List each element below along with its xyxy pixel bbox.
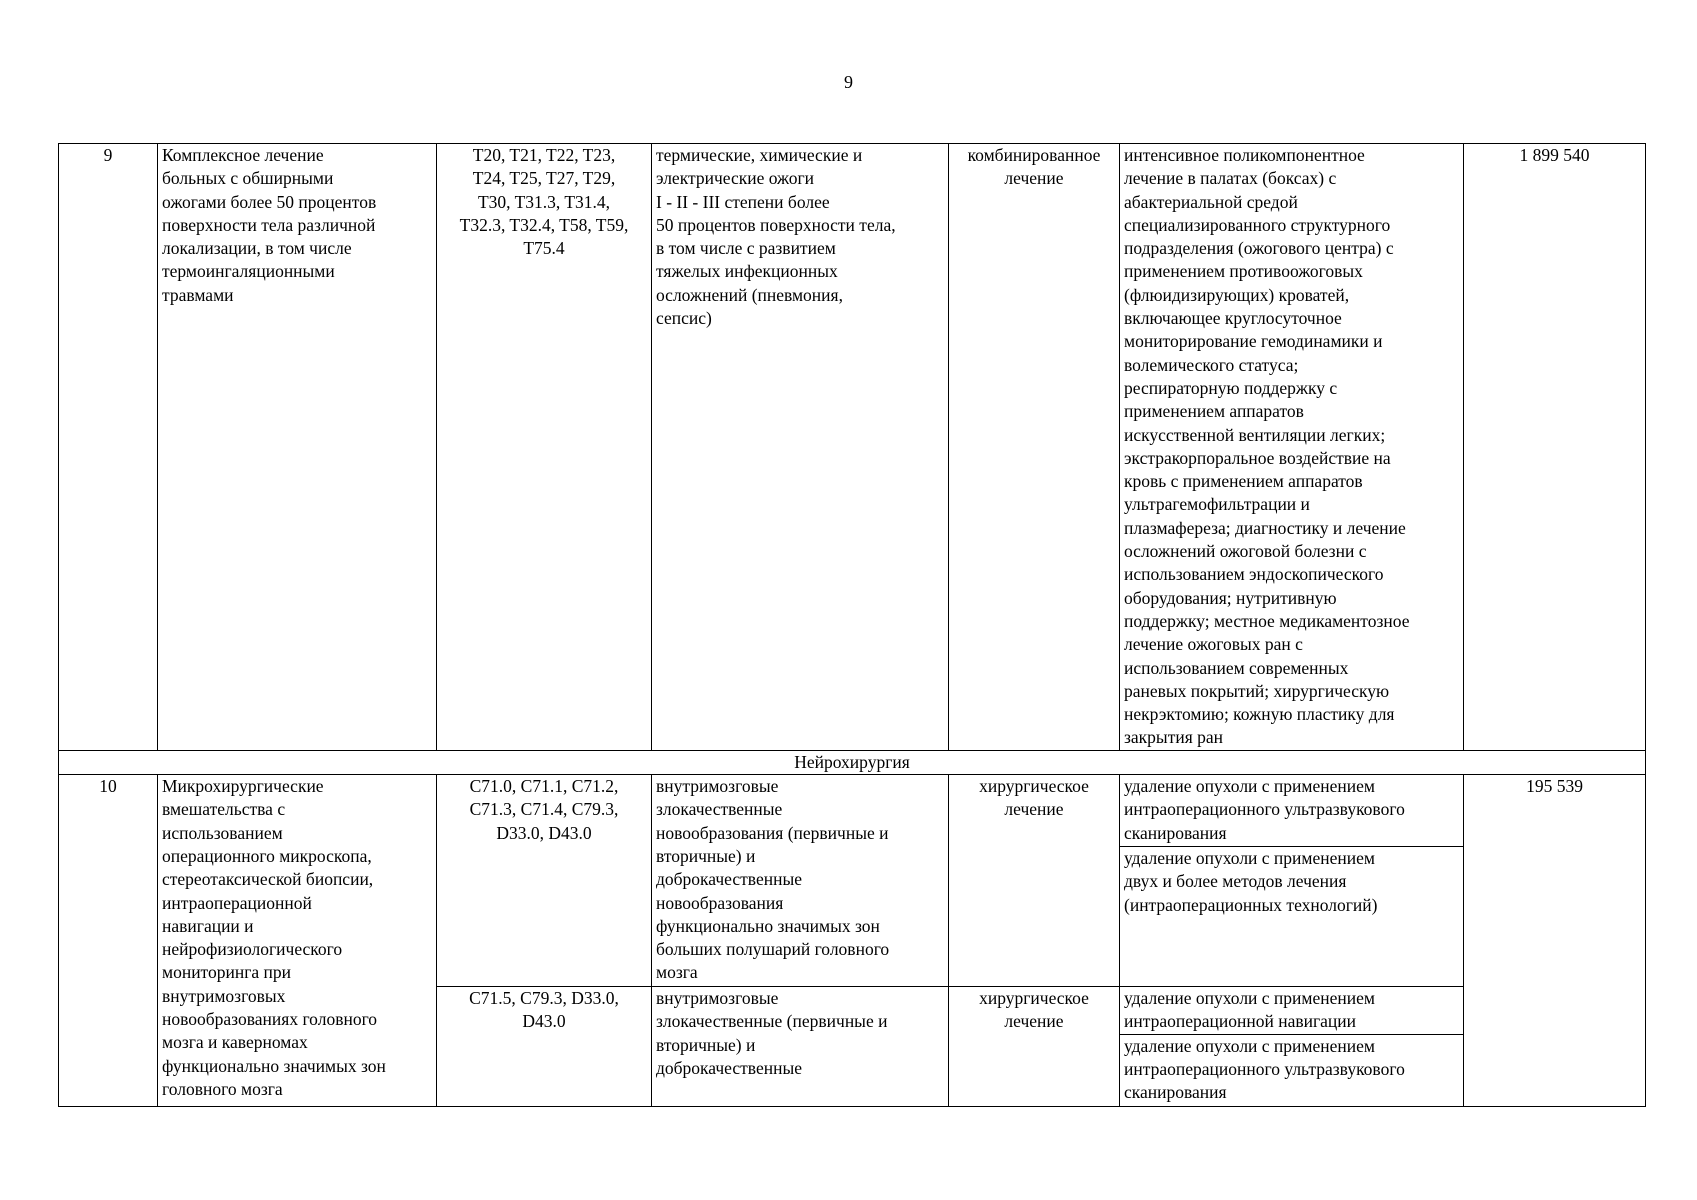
cost-value: 1 899 540 [1464,144,1646,751]
care-type-name: Микрохирургические вмешательства с использованием операционного микроскопа, стереотаксической биопсии, интраоперационной навигации и нейрофизиологического мониторинга при внутримозговых новообразованиях головного мозга и каверномах функционально значимых зон головного мозга [158,775,437,1107]
section-title: Нейрохирургия [59,750,1646,774]
table-row-9 [59,144,1646,751]
treatment-type: хирургическое лечение [949,987,1120,1107]
treatment-type: комбинированное лечение [949,144,1120,751]
treatment-method: удаление опухоли с применением интраоперационной навигации [1120,987,1464,1035]
treatment-method: удаление опухоли с применением двух и более методов лечения (интраоперационных технологий) [1120,847,1464,987]
page-number: 9 [844,72,853,92]
row-number: 10 [59,775,158,1107]
treatment-method: удаление опухоли с применением интраоперационного ультразвукового сканирования [1120,775,1464,847]
cost-value: 195 539 [1464,775,1646,1107]
section-row [59,750,1646,774]
patient-model: термические, химические и электрические ожоги I - II - III степени более 50 процентов поверхности тела, в том числе с развитием тяжелых инфекционных осложнений (пневмония, сепсис) [652,144,949,751]
icd-codes: C71.0, C71.1, C71.2, C71.3, C71.4, C79.3, D33.0, D43.0 [437,775,652,987]
patient-model: внутримозговые злокачественные (первичные и вторичные) и доброкачественные [652,987,949,1107]
treatment-method: интенсивное поликомпонентное лечение в палатах (боксах) с абактериальной средой специализированного структурного подразделения (ожогового центра) с применением противоожоговых (флюидизирующих) кроватей, включающее круглосуточное мониторирование гемодинамики и волемического статуса; респираторную поддержку с применением аппаратов искусственной вентиляции легких; экстракорпоральное воздействие на кровь с применением аппаратов ультрагемофильтрации и плазмафереза; диагностику и лечение осложнений ожоговой болезни с использованием эндоскопического оборудования; нутритивную поддержку; местное медикаментозное лечение ожоговых ран с использованием современных раневых покрытий; хирургическую некрэктомию; кожную пластику для закрытия ран [1120,144,1464,751]
icd-codes: C71.5, C79.3, D33.0, D43.0 [437,987,652,1107]
table-row-10a [59,775,1646,847]
icd-codes: T20, T21, T22, T23, T24, T25, T27, T29, T30, T31.3, T31.4, T32.3, T32.4, T58, T59, T75.4 [437,144,652,751]
treatment-type: хирургическое лечение [949,775,1120,987]
medical-care-table [58,143,1646,1107]
row-number: 9 [59,144,158,751]
treatment-method: удаление опухоли с применением интраоперационного ультразвукового сканирования [1120,1034,1464,1106]
patient-model: внутримозговые злокачественные новообразования (первичные и вторичные) и доброкачественные новообразования функционально значимых зон больших полушарий головного мозга [652,775,949,987]
care-type-name: Комплексное лечение больных с обширными ожогами более 50 процентов поверхности тела различной локализации, в том числе термоингаляционными травмами [158,144,437,751]
